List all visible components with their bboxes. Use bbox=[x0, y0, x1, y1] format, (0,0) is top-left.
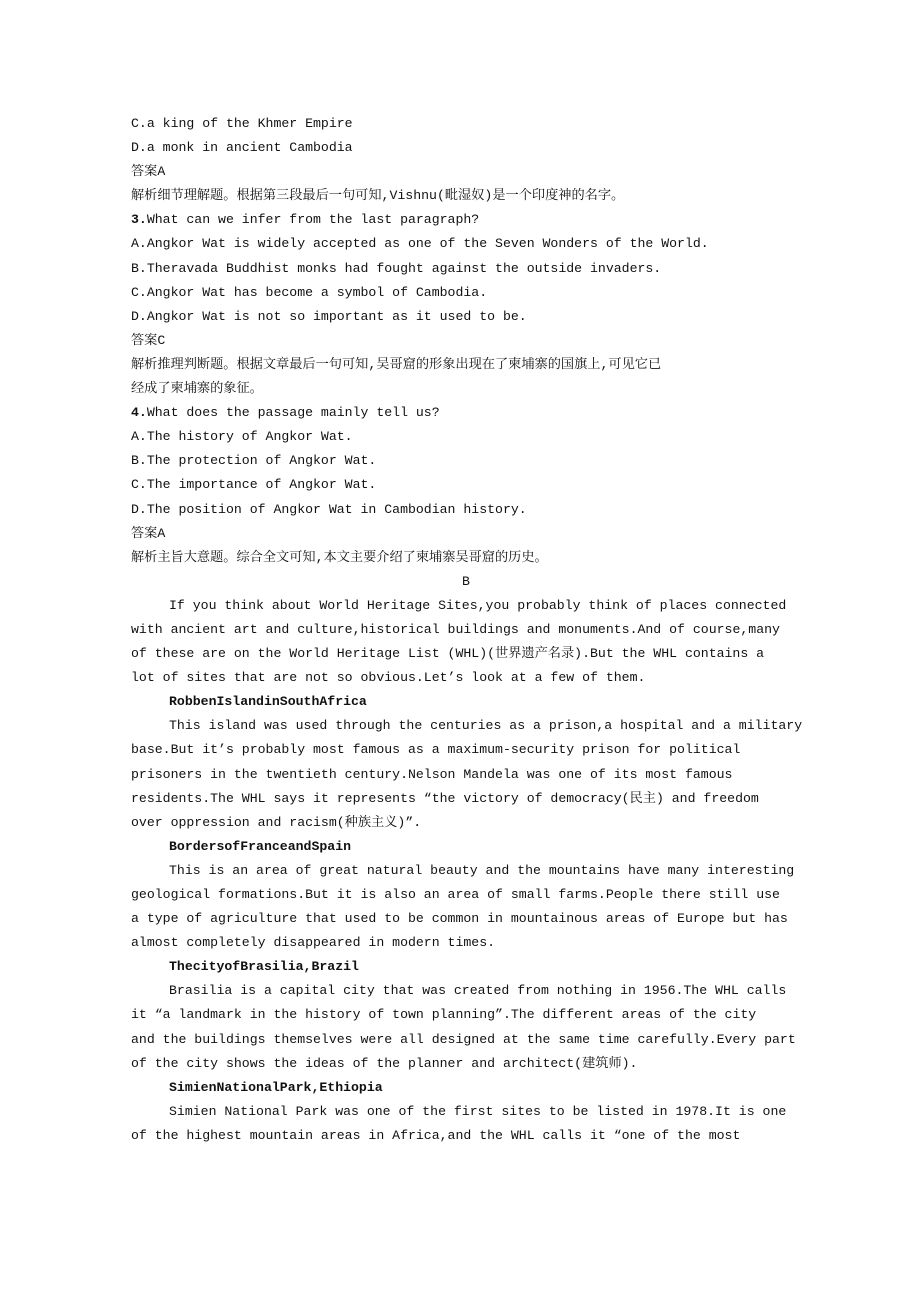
paragraph-line: base.But it’s probably most famous as a maximum-security prison for political bbox=[131, 742, 741, 758]
paragraph-line: Simien National Park was one of the first sites to be listed in 1978.It is one bbox=[169, 1103, 787, 1119]
answer: 答案C bbox=[131, 332, 166, 348]
paragraph-line: with ancient art and culture,historical buildings and monuments.And of course,many bbox=[131, 621, 780, 637]
question-number: 3. bbox=[131, 212, 147, 228]
paragraph-line: of these are on the World Heritage List (WHL)(世界遗产名录).But the WHL contains a bbox=[131, 646, 765, 662]
answer: 答案A bbox=[131, 164, 166, 180]
paragraph-line: prisoners in the twentieth century.Nelson Mandela was one of its most famous bbox=[131, 766, 733, 782]
paragraph-line: of the city shows the ideas of the planner and architect(建筑师). bbox=[131, 1055, 638, 1071]
option-d: D.The position of Angkor Wat in Cambodian history. bbox=[131, 501, 527, 517]
analysis: 解析主旨大意题。综合全文可知,本文主要介绍了柬埔寨吴哥窟的历史。 bbox=[131, 549, 548, 565]
paragraph-line: it “a landmark in the history of town planning”.The different areas of the city bbox=[131, 1007, 757, 1023]
paragraph-line: and the buildings themselves were all designed at the same time carefully.Every part bbox=[131, 1031, 796, 1047]
paragraph-line: This island was used through the centuries as a prison,a hospital and a military bbox=[169, 718, 803, 734]
option-d: D.Angkor Wat is not so important as it used to be. bbox=[131, 308, 527, 324]
option-d: D.a monk in ancient Cambodia bbox=[131, 140, 353, 156]
section-heading: RobbenIslandinSouthAfrica bbox=[169, 694, 367, 710]
passage-label: B bbox=[462, 573, 470, 589]
option-b: B.The protection of Angkor Wat. bbox=[131, 453, 377, 469]
question-4 bbox=[131, 401, 801, 425]
paragraph-line: residents.The WHL says it represents “the victory of democracy(民主) and freedom bbox=[131, 790, 759, 806]
analysis: 解析细节理解题。根据第三段最后一句可知,Vishnu(毗湿奴)是一个印度神的名字。 bbox=[131, 188, 625, 204]
paragraph-line: almost completely disappeared in modern times. bbox=[131, 935, 496, 951]
paragraph-line: Brasilia is a capital city that was created from nothing in 1956.The WHL calls bbox=[169, 983, 787, 999]
question-text: What can we infer from the last paragraph? bbox=[146, 212, 480, 228]
option-c: C.a king of the Khmer Empire bbox=[131, 116, 353, 131]
paragraph-line: of the highest mountain areas in Africa,and the WHL calls it “one of the most bbox=[131, 1127, 741, 1143]
analysis: 解析推理判断题。根据文章最后一句可知,吴哥窟的形象出现在了柬埔寨的国旗上,可见它已 bbox=[131, 356, 662, 372]
paragraph-line: If you think about World Heritage Sites,you probably think of places connected bbox=[169, 597, 787, 613]
section-heading: BordersofFranceandSpain bbox=[169, 838, 352, 854]
paragraph-line: geological formations.But it is also an area of small farms.People there still use bbox=[131, 887, 780, 902]
analysis: 经成了柬埔寨的象征。 bbox=[131, 381, 263, 397]
question-text: What does the passage mainly tell us? bbox=[146, 405, 440, 421]
paragraph-line: lot of sites that are not so obvious.Let’s look at a few of them. bbox=[131, 670, 646, 686]
option-c: C.The importance of Angkor Wat. bbox=[131, 477, 377, 493]
paragraph-line: This is an area of great natural beauty and the mountains have many interesting bbox=[169, 862, 795, 878]
option-a: A.The history of Angkor Wat. bbox=[131, 429, 353, 445]
document-page bbox=[131, 112, 801, 1148]
question-number: 4. bbox=[131, 405, 147, 421]
section-heading: SimienNationalPark,Ethiopia bbox=[169, 1079, 383, 1095]
question-3 bbox=[131, 208, 801, 232]
option-b: B.Theravada Buddhist monks had fought against the outside invaders. bbox=[131, 260, 662, 276]
option-a: A.Angkor Wat is widely accepted as one of the Seven Wonders of the World. bbox=[131, 236, 709, 252]
option-c: C.Angkor Wat has become a symbol of Cambodia. bbox=[131, 284, 488, 300]
section-heading: ThecityofBrasilia,Brazil bbox=[169, 959, 359, 975]
paragraph-line: over oppression and racism(种族主义)”. bbox=[131, 814, 422, 830]
paragraph-line: a type of agriculture that used to be common in mountainous areas of Europe but has bbox=[131, 911, 788, 927]
answer: 答案A bbox=[131, 525, 166, 541]
